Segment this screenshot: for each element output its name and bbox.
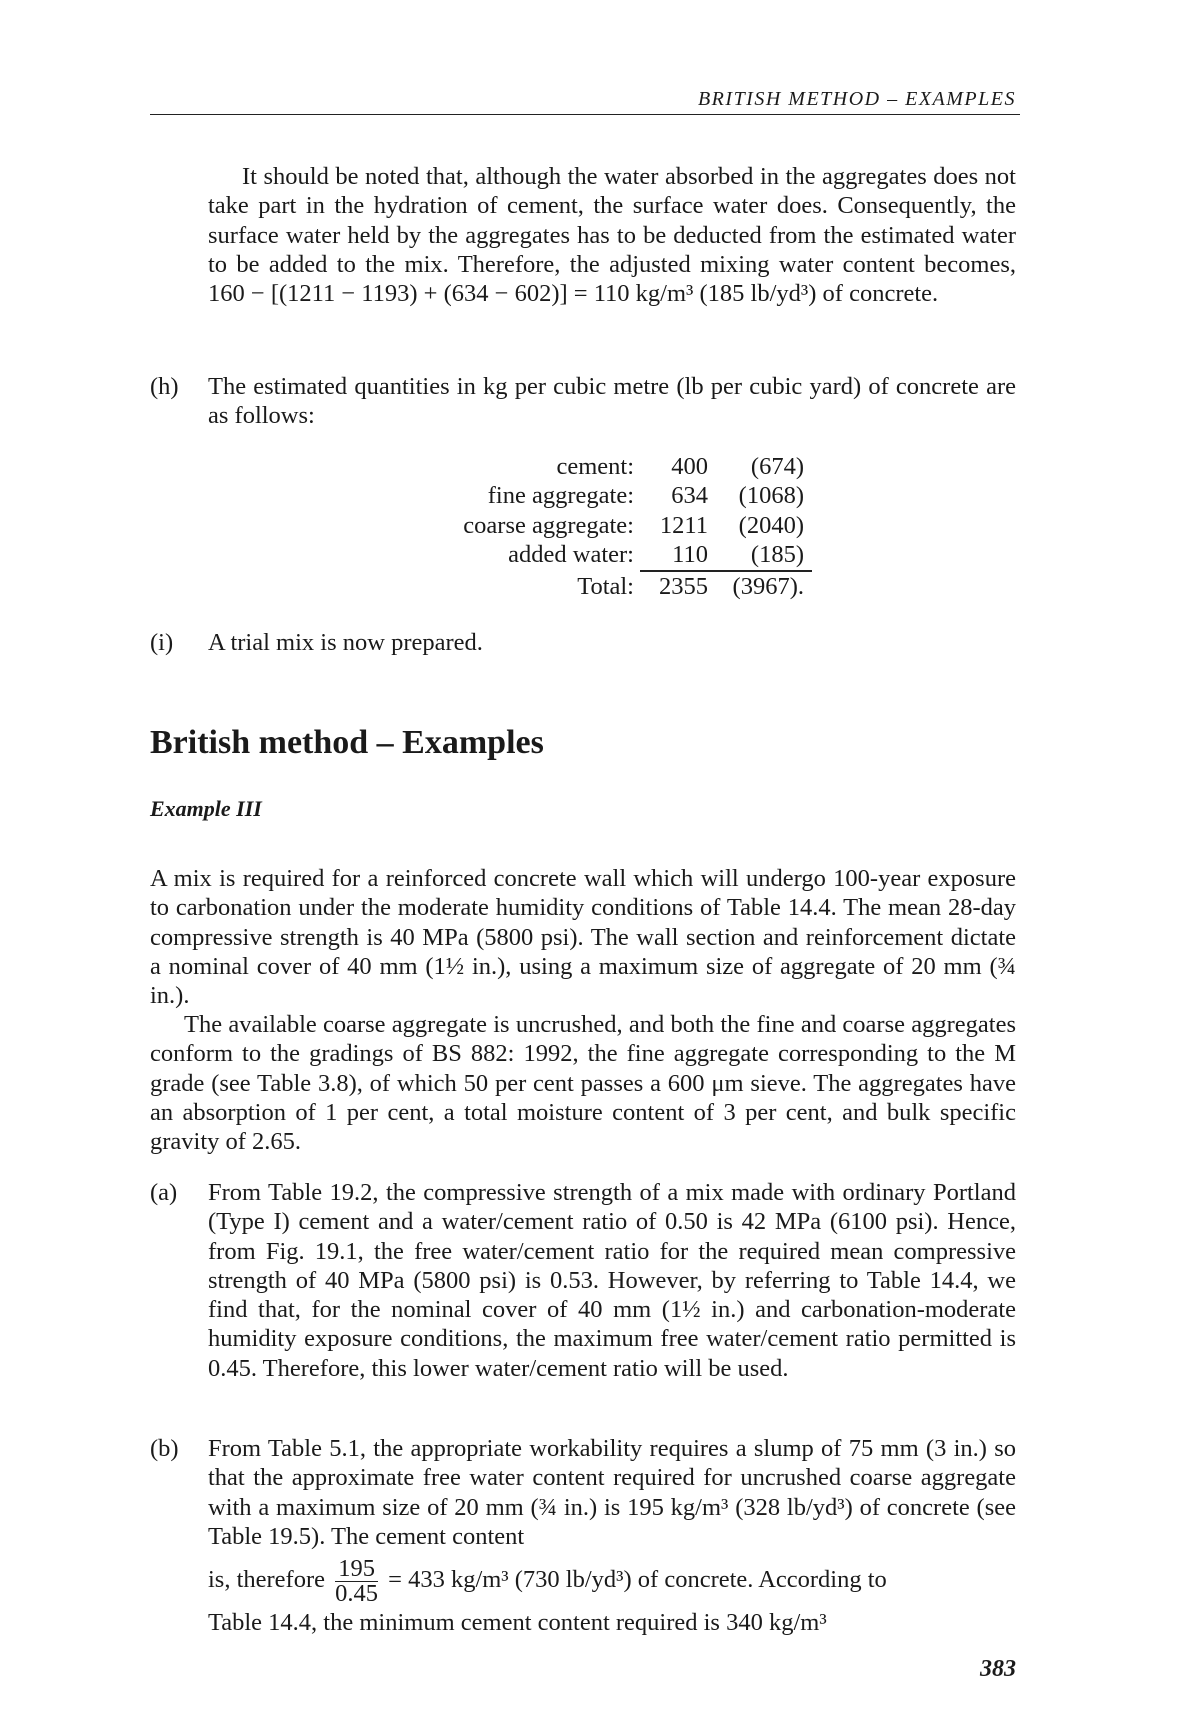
- quantity-name: fine aggregate:: [487, 482, 634, 510]
- quantity-name: coarse aggregate:: [463, 511, 634, 539]
- fraction-numerator: 195: [335, 1557, 378, 1582]
- list-item-i: [150, 628, 1016, 657]
- quantity-imperial: (1068): [738, 482, 804, 510]
- item-label: (i): [150, 629, 174, 656]
- quantity-name: added water:: [508, 540, 634, 568]
- item-label: (b): [150, 1435, 179, 1462]
- list-item-b: [150, 1434, 1016, 1606]
- paragraph-aggregate: The available coarse aggregate is uncrushed, and both the fine and coarse aggregates conform to the gradings of BS 882: 1992, the fine aggregate corresponding to the M grade (see Table 3.8), of which 50 per cent passes a 600 μm sieve. The aggregates have an absorption of 1 per cent, a total moisture content of 3 per cent, and bulk specific gravity of 2.65.: [150, 1011, 1016, 1156]
- quantity-imperial: (2040): [738, 511, 804, 539]
- item-b-text-1: From Table 5.1, the appropriate workability requires a slump of 75 mm (3 in.) so that the approximate free water content required for uncrushed coarse aggregate with a maximum size of 20 mm (¾ in.) is 195 kg/m³ (328 lb/yd³) of concrete (see Table 19.5). The cement content: [208, 1435, 1016, 1550]
- fraction-denominator: 0.45: [335, 1580, 378, 1608]
- quantity-si: 1211: [659, 511, 708, 539]
- quantity-row-added-water: [340, 540, 820, 569]
- running-head-text: BRITISH METHOD – EXAMPLES: [697, 88, 1016, 110]
- list-item-a: [150, 1178, 1016, 1383]
- quantity-imperial: (674): [750, 453, 804, 480]
- item-text: From Table 19.2, the compressive strength of a mix made with ordinary Portland (Type I) cement and a water/cement ratio of 0.50 is 42 MPa (6100 psi). Hence, from Fig. 19.1, the free water/cement ratio for the required mean compressive strength of 40 MPa (5800 psi) is 0.53. However, by referring to Table 14.4, we find that, for the nominal cover of 40 mm (1½ in.) and carbonation-moderate humidity exposure conditions, the maximum free water/cement ratio permitted is 0.45. Therefore, this lower water/cement ratio will be used.: [208, 1179, 1016, 1382]
- item-b-text-2-pre: is, therefore: [208, 1566, 325, 1594]
- item-label: (a): [150, 1179, 178, 1206]
- quantity-row-coarse-aggregate: [340, 511, 820, 540]
- list-item-h: [150, 372, 1016, 431]
- section-heading: British method – Examples: [150, 724, 544, 761]
- quantity-row-total: [340, 572, 820, 601]
- paragraph-surface-water: It should be noted that, although the water absorbed in the aggregates does not take part in the hydration of cement, the surface water does. Consequently, the surface water held by the aggregates has to be deducted from the estimated water to be added to the mix. Therefore, the adjusted mixing water content becomes, 160 − [(1211 − 1193) + (634 − 602)] = 110 kg/m³ (185 lb/yd³) of concrete.: [208, 163, 1016, 308]
- example-label: Example III: [150, 796, 262, 821]
- quantity-row-fine-aggregate: [340, 481, 820, 510]
- fraction: [335, 1557, 378, 1606]
- paragraph-example: A mix is required for a reinforced concrete wall which will undergo 100-year exposure to carbonation under the moderate humidity conditions of Table 14.4. The mean 28-day compressive strength is 40 MPa (5800 psi). The wall section and reinforcement dictate a nominal cover of 40 mm (1½ in.), using a maximum size of aggregate of 20 mm (¾ in.).: [150, 865, 1016, 1010]
- running-head: [150, 82, 1020, 115]
- quantity-si: 634: [671, 482, 708, 510]
- quantity-imperial: (185): [750, 540, 804, 568]
- quantity-name: cement:: [556, 453, 634, 480]
- quantity-si: 400: [671, 453, 708, 480]
- item-text: [208, 1434, 1016, 1606]
- total-si: 2355: [659, 573, 708, 601]
- continuation-line: Table 14.4, the minimum cement content required is 340 kg/m³: [208, 1609, 827, 1636]
- item-b-text-2-post: = 433 kg/m³ (730 lb/yd³) of concrete. According to: [388, 1566, 887, 1594]
- item-label: (h): [150, 373, 179, 400]
- item-text: The estimated quantities in kg per cubic metre (lb per cubic yard) of concrete are as follows:: [208, 373, 1016, 430]
- quantities-table: [340, 452, 820, 601]
- item-text: A trial mix is now prepared.: [208, 629, 483, 656]
- item-b-formula-line: [208, 1557, 1016, 1606]
- total-name: Total:: [577, 573, 634, 601]
- quantity-row-cement: [340, 452, 820, 481]
- page-number: 383: [980, 1656, 1016, 1682]
- quantity-si: 110: [672, 540, 708, 568]
- total-imperial: (3967).: [732, 573, 804, 601]
